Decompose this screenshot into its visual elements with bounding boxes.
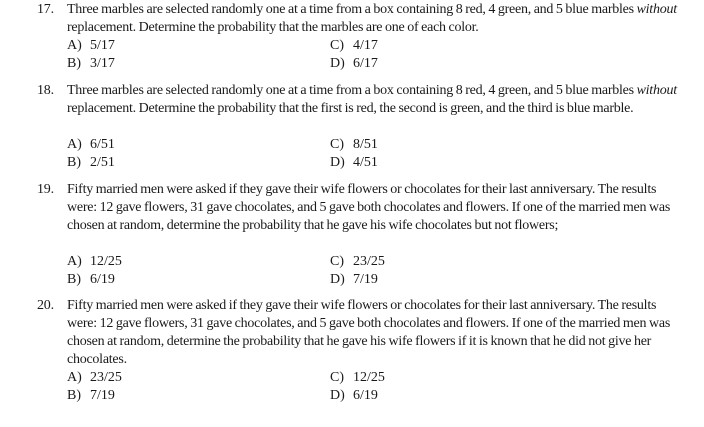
question-number: 19. <box>37 182 54 197</box>
option-d[interactable] <box>330 387 378 405</box>
question-number: 18. <box>37 83 54 98</box>
question-text: Three marbles are selected randomly one at a time from a box containing 8 red, 4 green, and 5 blue marbles without replacement. Determine the probability that the marbles are one of each color. <box>67 2 677 35</box>
option-letter: C) <box>330 38 344 53</box>
option-c[interactable] <box>330 369 385 387</box>
option-value: 4/51 <box>353 155 378 170</box>
question-number: 17. <box>37 2 54 17</box>
emphasis-text: without <box>636 83 677 98</box>
option-d[interactable] <box>330 154 378 172</box>
option-value: 12/25 <box>353 370 385 385</box>
option-c[interactable] <box>330 136 378 154</box>
option-value: 8/51 <box>353 137 378 152</box>
option-letter: A) <box>67 137 82 152</box>
option-b[interactable] <box>67 154 115 172</box>
option-value: 23/25 <box>90 370 122 385</box>
option-letter: B) <box>67 155 81 170</box>
option-value: 6/17 <box>353 56 378 71</box>
option-value: 4/17 <box>353 38 378 53</box>
question-text: Three marbles are selected randomly one at a time from a box containing 8 red, 4 green, and 5 blue marbles without replacement. Determine the probability that the first is red, the second is green, and the third is blue marble. <box>67 83 677 116</box>
option-b[interactable] <box>67 271 115 289</box>
option-letter: A) <box>67 38 82 53</box>
option-letter: D) <box>330 56 345 71</box>
option-c[interactable] <box>330 37 378 55</box>
option-letter: D) <box>330 388 345 403</box>
option-value: 7/19 <box>353 272 378 287</box>
option-letter: C) <box>330 370 344 385</box>
option-a[interactable] <box>67 253 122 271</box>
option-b[interactable] <box>67 55 115 73</box>
option-value: 3/17 <box>90 56 115 71</box>
option-letter: C) <box>330 254 344 269</box>
option-d[interactable] <box>330 271 378 289</box>
option-b[interactable] <box>67 387 115 405</box>
option-letter: B) <box>67 272 81 287</box>
option-letter: B) <box>67 56 81 71</box>
question-number: 20. <box>37 298 54 313</box>
option-value: 5/17 <box>90 38 115 53</box>
option-value: 2/51 <box>90 155 115 170</box>
option-letter: A) <box>67 370 82 385</box>
option-value: 12/25 <box>90 254 122 269</box>
option-d[interactable] <box>330 55 378 73</box>
option-letter: A) <box>67 254 82 269</box>
option-value: 6/19 <box>353 388 378 403</box>
option-c[interactable] <box>330 253 385 271</box>
option-a[interactable] <box>67 136 115 154</box>
option-letter: D) <box>330 272 345 287</box>
option-a[interactable] <box>67 369 122 387</box>
question-text: Fifty married men were asked if they gave their wife flowers or chocolates for their last anniversary. The results were: 12 gave flowers, 31 gave chocolates, and 5 gave both chocolates and flowers. If one of the married men was chosen at random, determine the probability that he gave his wife flowers if it is known that he did not give her chocolates. <box>67 298 671 367</box>
option-letter: C) <box>330 137 344 152</box>
question-text: Fifty married men were asked if they gave their wife flowers or chocolates for their last anniversary. The results were: 12 gave flowers, 31 gave chocolates, and 5 gave both chocolates and flowers. If one of the married men was chosen at random, determine the probability that he gave his wife chocolates but not flowers; <box>67 182 671 233</box>
option-value: 7/19 <box>90 388 115 403</box>
option-value: 6/19 <box>90 272 115 287</box>
option-letter: D) <box>330 155 345 170</box>
option-letter: B) <box>67 388 81 403</box>
option-a[interactable] <box>67 37 115 55</box>
emphasis-text: without <box>636 2 677 17</box>
option-value: 23/25 <box>353 254 385 269</box>
option-value: 6/51 <box>90 137 115 152</box>
